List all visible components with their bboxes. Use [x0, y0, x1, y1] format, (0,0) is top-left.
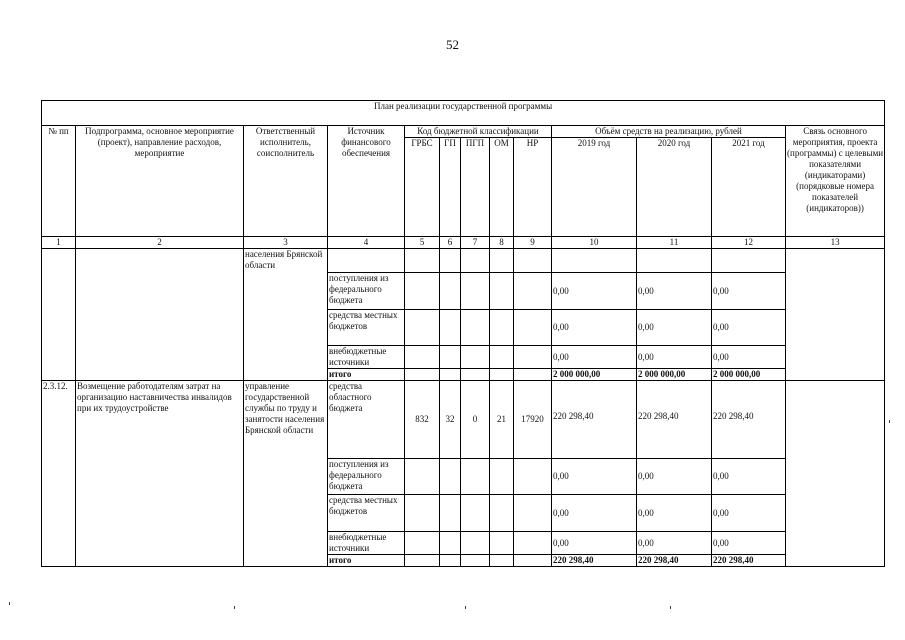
col-number: 6: [440, 237, 461, 249]
total-2021: 2 000 000,00: [712, 369, 786, 381]
value-2020: 0,00: [637, 495, 712, 532]
empty-cell: [514, 310, 552, 346]
item-number: 2.3.12.: [42, 381, 76, 567]
value-2021: 0,00: [712, 310, 786, 346]
value-2020: 0,00: [637, 273, 712, 310]
empty-cell: [490, 495, 514, 532]
empty-cell: [490, 532, 514, 555]
header-link: Связь основного мероприятия, проекта (программы) с целевыми показателями (индикаторами) (порядковые номера показателей (индикаторов)): [786, 126, 885, 237]
source-total: итого: [328, 555, 405, 567]
empty-cell: [405, 369, 440, 381]
empty-cell: [552, 249, 637, 273]
source-cell: поступления из федерального бюджета: [328, 459, 405, 495]
np-value: 17920: [514, 381, 552, 459]
source-cell: внебюджетные источники: [328, 346, 405, 369]
column-numbers-row: [42, 237, 885, 249]
empty-cell: [440, 459, 461, 495]
col-number: 4: [328, 237, 405, 249]
value-2020: 220 298,40: [637, 381, 712, 459]
empty-cell: [440, 532, 461, 555]
empty-cell: [440, 555, 461, 567]
empty-cell: [42, 249, 76, 381]
empty-cell: [514, 346, 552, 369]
value-2019: 0,00: [552, 273, 637, 310]
col-number: 8: [490, 237, 514, 249]
empty-cell: [405, 495, 440, 532]
scan-mark: [670, 606, 671, 609]
header-2021: 2021 год: [712, 138, 786, 237]
pgp-value: 0: [461, 381, 490, 459]
activity-name: Возмещение работодателям затрат на организацию наставничества инвалидов при их трудоустройстве: [76, 381, 244, 567]
empty-cell: [490, 249, 514, 273]
empty-cell: [405, 532, 440, 555]
page-number: 52: [446, 37, 459, 52]
value-2021: 0,00: [712, 273, 786, 310]
col-number: 2: [76, 237, 244, 249]
col-number: 7: [461, 237, 490, 249]
value-2020: 0,00: [637, 459, 712, 495]
total-2019: 220 298,40: [552, 555, 637, 567]
empty-cell: [461, 273, 490, 310]
empty-cell: [440, 249, 461, 273]
col-number: 13: [786, 237, 885, 249]
header-num: № пп: [42, 126, 76, 237]
value-2020: 0,00: [637, 346, 712, 369]
grbs-value: 832: [405, 381, 440, 459]
empty-cell: [328, 249, 405, 273]
value-2019: 0,00: [552, 495, 637, 532]
empty-cell: [490, 273, 514, 310]
om-value: 21: [490, 381, 514, 459]
value-2020: 0,00: [637, 310, 712, 346]
header-gp: ГП: [440, 138, 461, 237]
empty-cell: [440, 369, 461, 381]
scan-mark: [465, 606, 466, 609]
empty-cell: [514, 555, 552, 567]
table-title: План реализации государственной программы: [42, 101, 885, 126]
col-number: 12: [712, 237, 786, 249]
empty-cell: [514, 495, 552, 532]
gp-value: 32: [440, 381, 461, 459]
value-2021: 0,00: [712, 495, 786, 532]
source-cell: средства местных бюджетов: [328, 495, 405, 532]
empty-cell: [76, 249, 244, 381]
empty-cell: [461, 459, 490, 495]
value-2021: 0,00: [712, 346, 786, 369]
col-number: 10: [552, 237, 637, 249]
empty-cell: [405, 459, 440, 495]
header-om: ОМ: [490, 138, 514, 237]
scan-mark: [889, 420, 890, 423]
header-grbs: ГРБС: [405, 138, 440, 237]
source-cell: средства областного бюджета: [328, 381, 405, 459]
empty-cell: [490, 310, 514, 346]
empty-cell: [514, 532, 552, 555]
total-2019: 2 000 000,00: [552, 369, 637, 381]
empty-cell: [514, 273, 552, 310]
scan-mark: [9, 602, 10, 605]
empty-cell: [461, 532, 490, 555]
empty-cell: [514, 369, 552, 381]
table-row: [42, 249, 885, 273]
empty-cell: [461, 249, 490, 273]
scan-mark: [234, 606, 235, 609]
source-total: итого: [328, 369, 405, 381]
total-2020: 2 000 000,00: [637, 369, 712, 381]
empty-cell: [440, 495, 461, 532]
source-cell: поступления из федерального бюджета: [328, 273, 405, 310]
header-2020: 2020 год: [637, 138, 712, 237]
header-pgp: ПГП: [461, 138, 490, 237]
value-2019: 0,00: [552, 532, 637, 555]
empty-cell: [712, 249, 786, 273]
empty-cell: [405, 555, 440, 567]
empty-cell: [490, 369, 514, 381]
header-budget-code: Код бюджетной классификации: [405, 126, 552, 138]
value-2021: 0,00: [712, 532, 786, 555]
empty-cell: [490, 459, 514, 495]
empty-cell: [786, 249, 885, 381]
empty-cell: [440, 310, 461, 346]
value-2021: 220 298,40: [712, 381, 786, 459]
header-volume: Объём средств на реализацию, рублей: [552, 126, 786, 138]
header-executor: Ответственный исполнитель, соисполнитель: [244, 126, 328, 237]
executor-cell: населения Брянской области: [244, 249, 328, 381]
empty-cell: [514, 249, 552, 273]
value-2019: 220 298,40: [552, 381, 637, 459]
empty-cell: [461, 555, 490, 567]
program-plan-table: [41, 100, 885, 567]
empty-cell: [461, 495, 490, 532]
source-cell: внебюджетные источники: [328, 532, 405, 555]
table-row: [42, 381, 885, 459]
col-number: 5: [405, 237, 440, 249]
value-2019: 0,00: [552, 346, 637, 369]
value-2021: 0,00: [712, 459, 786, 495]
empty-cell: [637, 249, 712, 273]
col-number: 11: [637, 237, 712, 249]
empty-cell: [461, 310, 490, 346]
empty-cell: [786, 381, 885, 567]
source-cell: средства местных бюджетов: [328, 310, 405, 346]
col-number: 9: [514, 237, 552, 249]
total-2021: 220 298,40: [712, 555, 786, 567]
total-2020: 220 298,40: [637, 555, 712, 567]
empty-cell: [405, 310, 440, 346]
header-np: НР: [514, 138, 552, 237]
empty-cell: [461, 346, 490, 369]
header-2019: 2019 год: [552, 138, 637, 237]
header-activity: Подпрограмма, основное мероприятие (проект), направление расходов, мероприятие: [76, 126, 244, 237]
empty-cell: [405, 273, 440, 310]
empty-cell: [440, 273, 461, 310]
empty-cell: [490, 555, 514, 567]
empty-cell: [405, 346, 440, 369]
empty-cell: [490, 346, 514, 369]
value-2019: 0,00: [552, 310, 637, 346]
empty-cell: [461, 369, 490, 381]
executor-cell: управление государственной службы по труду и занятости населения Брянской области: [244, 381, 328, 567]
header-source: Источник финансового обеспечения: [328, 126, 405, 237]
col-number: 3: [244, 237, 328, 249]
empty-cell: [514, 459, 552, 495]
col-number: 1: [42, 237, 76, 249]
empty-cell: [405, 249, 440, 273]
value-2020: 0,00: [637, 532, 712, 555]
value-2019: 0,00: [552, 459, 637, 495]
empty-cell: [440, 346, 461, 369]
